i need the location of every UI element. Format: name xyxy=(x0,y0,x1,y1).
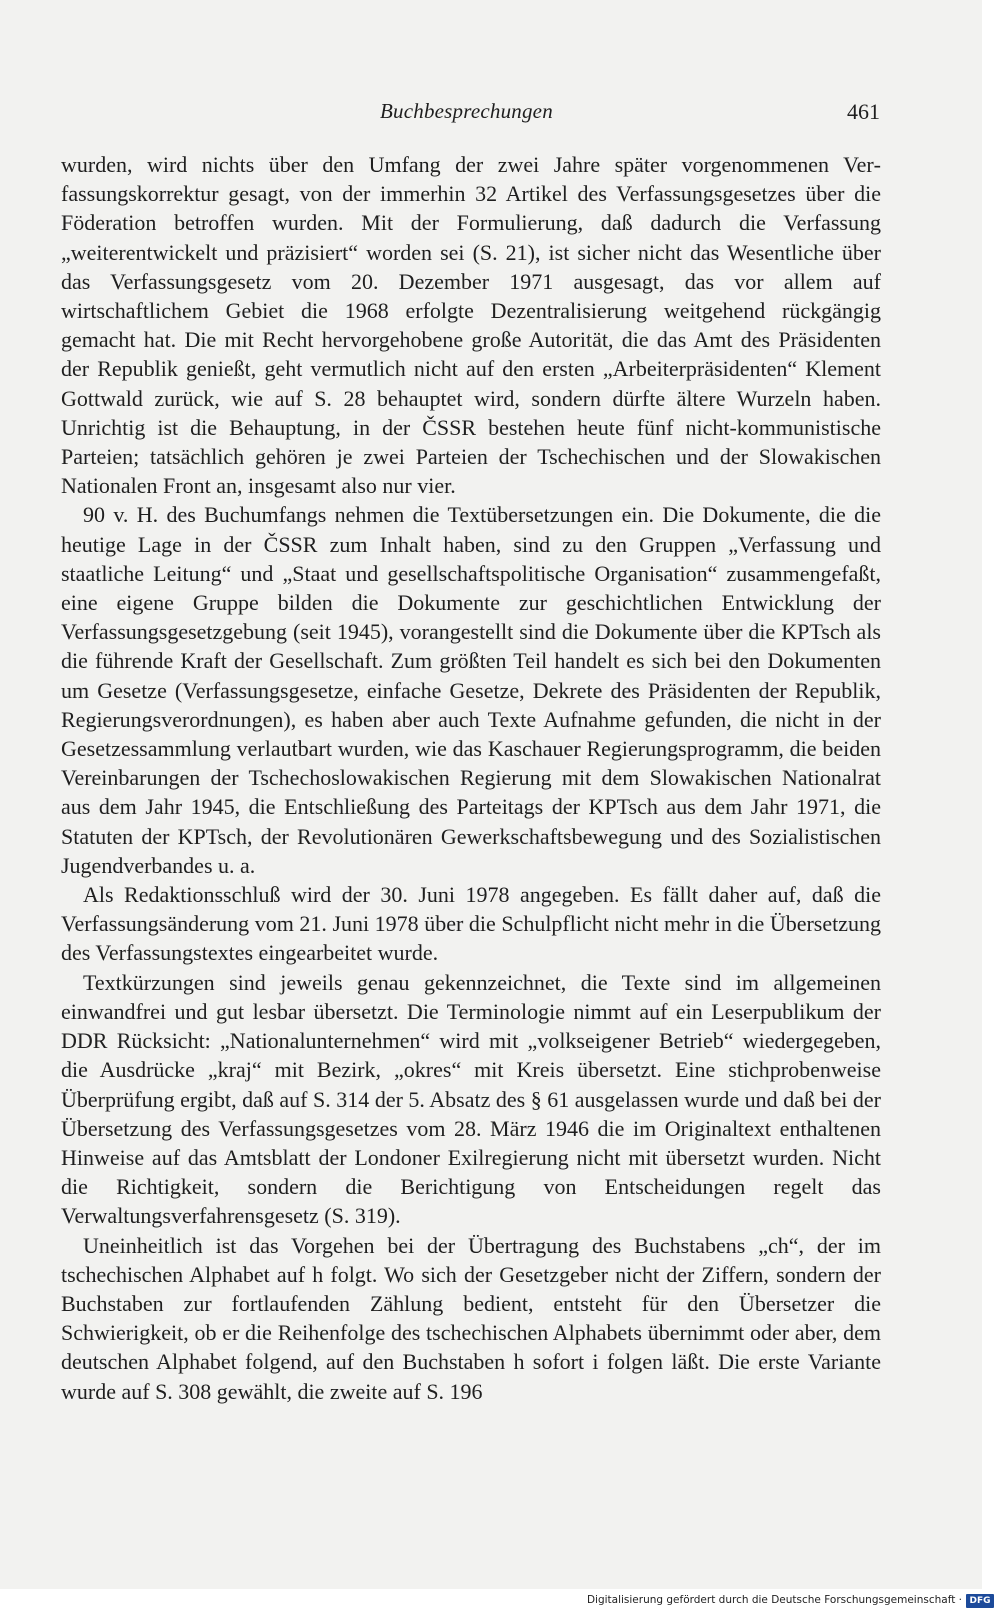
paragraph-1: wurden, wird nichts über den Umfang der zwei Jahre später vorgenommenen Verfassungskorrektur gesagt, von der immerhin 32 Artikel des Verfassungsgesetzes über die Föderation betroffen wurden. Mit der Formulierung, daß dadurch die Verfassung „weiterentwickelt und präzisiert“ worden sei (S. 21), ist sicher nicht das Wesentliche über das Verfassungsgesetz vom 20. Dezember 1971 ausgesagt, das vor allem auf wirtschaftlichem Gebiet die 1968 erfolgte Dezentralisierung weitgehend rückgängig gemacht hat. Die mit Recht hervorgehobene große Autorität, die das Amt des Präsidenten der Republik genießt, geht vermutlich nicht auf den ersten „Arbeiterpräsidenten“ Klement Gottwald zurück, wie auf S. 28 behauptet wird, sondern dürfte ältere Wurzeln haben. Unrichtig ist die Behauptung, in der ČSSR bestehen heute fünf nicht-kommunistische Parteien; tatsächlich gehören je zwei Parteien der Tschechischen und der Slowakischen Nationalen Front an, insgesamt also nur vier. xyxy=(61,152,881,499)
digitization-footer xyxy=(0,1589,1000,1611)
dfg-credit: Digitalisierung gefördert durch die Deutsche Forschungsgemeinschaft · xyxy=(586,1594,962,1606)
page-number: 461 xyxy=(847,99,880,124)
paragraph-4: Textkürzungen sind jeweils genau gekennzeichnet, die Texte sind im allgemeinen einwandfrei und gut lesbar übersetzt. Die Terminologie nimmt auf ein Leserpublikum der DDR Rücksicht: „Nationalunternehmen“ wird mit „volkseigener Betrieb“ wiedergegeben, die Ausdrücke „kraj“ mit Bezirk, „okres“ mit Kreis übersetzt. Eine stichprobenweise Überprüfung ergibt, daß auf S. 314 der 5. Absatz des § 61 ausgelassen wurde und daß bei der Übersetzung des Verfassungsgesetzes vom 28. März 1946 die im Originaltext enthaltenen Hinweise auf das Amtsblatt der Londoner Exilregierung nicht mit übersetzt wurden. Nicht die Richtigkeit, sondern die Berichtigung von Entscheidungen regelt das Verwaltungsverfahrensgesetz (S. 319). xyxy=(61,969,881,1229)
paragraph-2: 90 v. H. des Buchumfangs nehmen die Textübersetzungen ein. Die Dokumente, die die heutige Lage in der ČSSR zum Inhalt haben, sind zu den Gruppen „Verfassung und staatliche Leitung“ und „Staat und gesellschaftspolitische Organisation“ zusammengefaßt, eine eigene Gruppe bilden die Dokumente zur geschichtlichen Entwicklung der Verfassungsgesetzgebung (seit 1945), vorangestellt sind die Dokumente über die KPTsch als die führende Kraft der Gesellschaft. Zum größten Teil handelt es sich bei den Dokumenten um Gesetze (Verfassungsgesetze, einfache Gesetze, Dekrete des Präsidenten der Republik, Regierungsverordnungen), es haben aber auch Texte Aufnahme gefunden, die nicht in der Gesetzessammlung verlautbart wurden, wie das Kaschauer Regierungsprogramm, die beiden Vereinbarungen der Tschechoslowakischen Regierung mit dem Slowakischen Nationalrat aus dem Jahr 1945, die Entschließung des Parteitags der KPTsch aus dem Jahr 1971, die Statuten der KPTsch, der Revolutionären Gewerkschaftsbewegung und des Sozialistischen Jugendverbandes u. a. xyxy=(61,502,881,878)
page-header xyxy=(60,99,880,129)
running-title: Buchbesprechungen xyxy=(380,99,553,123)
page-margin xyxy=(982,0,1000,1611)
paragraph-5: Uneinheitlich ist das Vorgehen bei der Übertragung des Buchstabens „ch“, der im tschechischen Alphabet auf h folgt. Wo sich der Gesetzgeber nicht der Ziffern, sondern der Buchstaben zur fortlaufenden Zählung bedient, entsteht für den Übersetzer die Schwierigkeit, ob er die Reihenfolge des tschechischen Alphabets übernimmt oder aber, dem deutschen Alphabet folgend, auf den Buchstaben h sofort i folgen läßt. Die erste Variante wurde auf S. 308 gewählt, die zweite auf S. 196 xyxy=(61,1232,881,1404)
article-body xyxy=(61,150,881,1406)
paragraph-3: Als Redaktionsschluß wird der 30. Juni 1978 angegeben. Es fällt daher auf, daß die Verfassungsänderung vom 21. Juni 1978 über die Schulpflicht nicht mehr in die Übersetzung des Verfassungstextes eingearbeitet wurde. xyxy=(61,882,881,966)
dfg-logo-icon: DFG xyxy=(966,1594,994,1608)
